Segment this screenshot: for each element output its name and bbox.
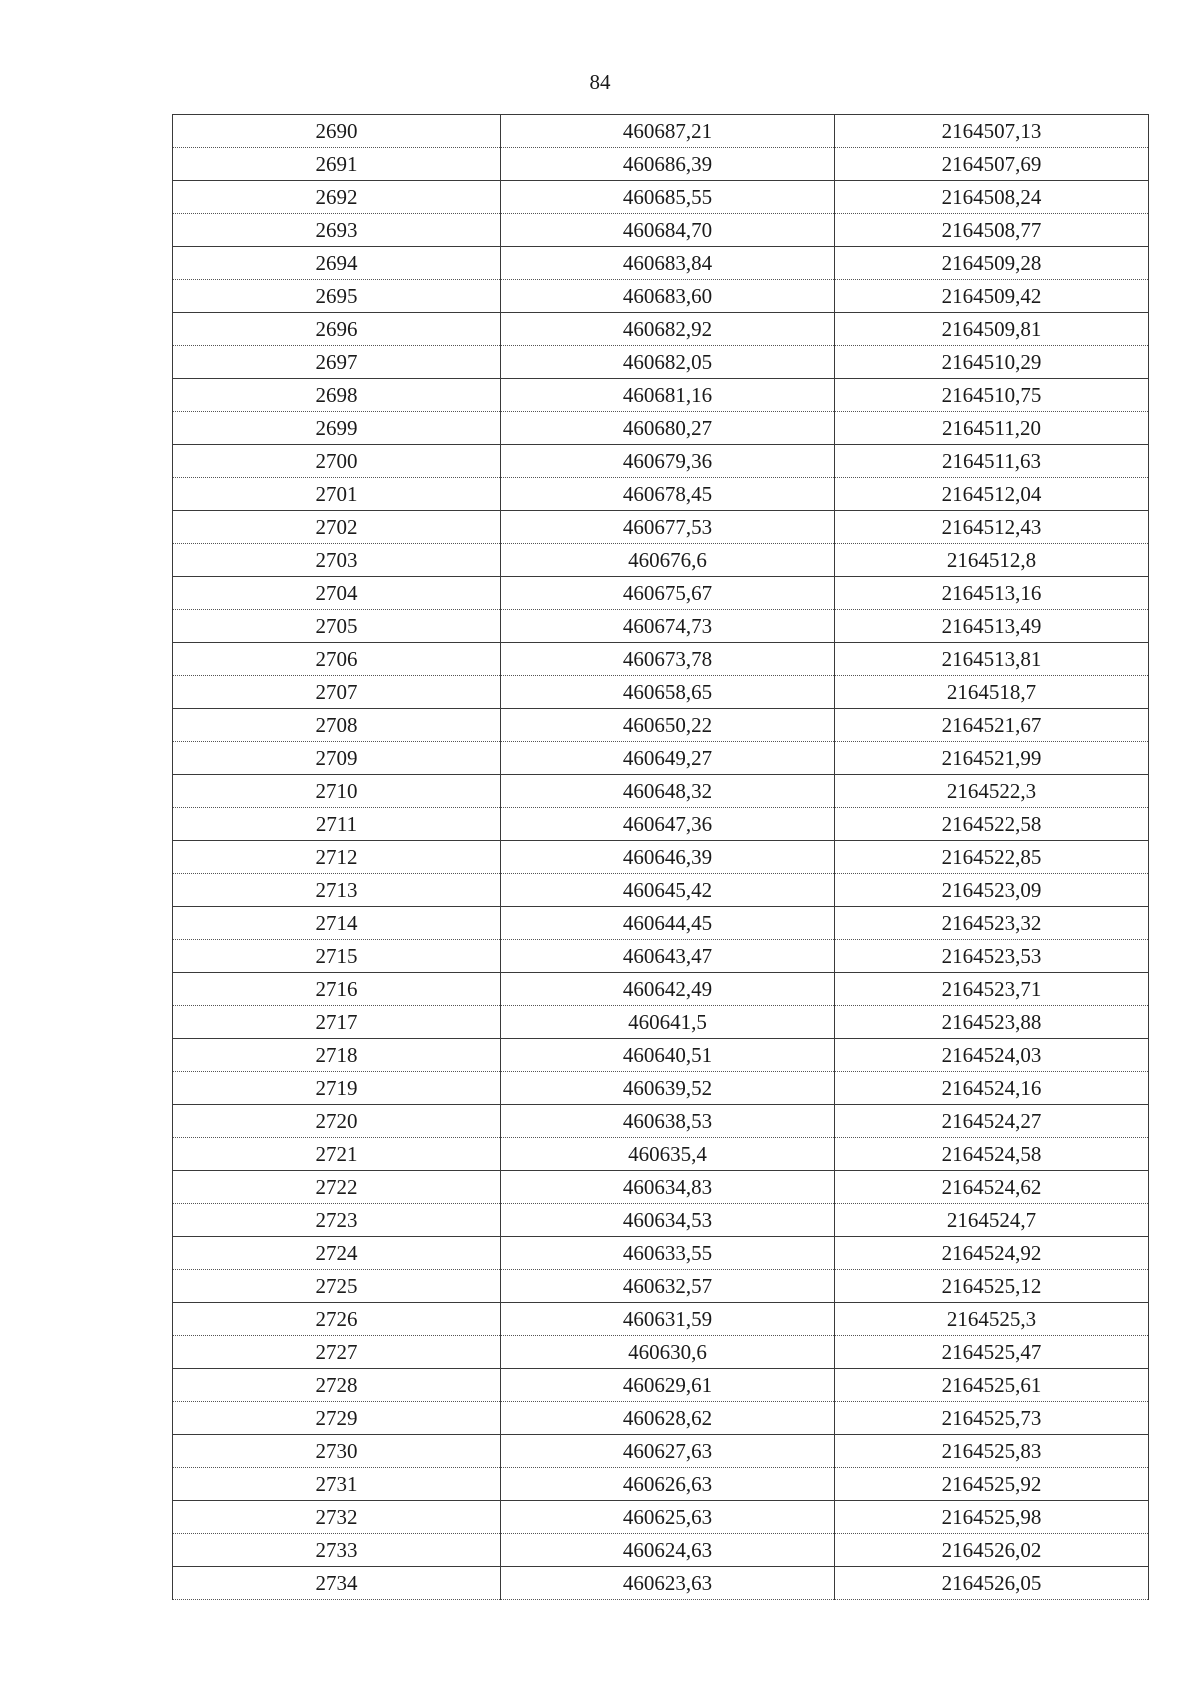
x-coordinate-cell: 460685,55	[501, 181, 835, 214]
x-coordinate-cell: 460635,4	[501, 1138, 835, 1171]
point-number-cell: 2732	[173, 1501, 501, 1534]
x-coordinate-cell: 460634,83	[501, 1171, 835, 1204]
x-coordinate-cell: 460625,63	[501, 1501, 835, 1534]
table-row	[173, 874, 1149, 907]
y-coordinate-cell: 2164522,85	[835, 841, 1149, 874]
point-number-cell: 2733	[173, 1534, 501, 1567]
y-coordinate-cell: 2164509,81	[835, 313, 1149, 346]
x-coordinate-cell: 460684,70	[501, 214, 835, 247]
point-number-cell: 2705	[173, 610, 501, 643]
point-number-cell: 2724	[173, 1237, 501, 1270]
x-coordinate-cell: 460638,53	[501, 1105, 835, 1138]
table-row	[173, 214, 1149, 247]
point-number-cell: 2722	[173, 1171, 501, 1204]
x-coordinate-cell: 460639,52	[501, 1072, 835, 1105]
table-row	[173, 1138, 1149, 1171]
y-coordinate-cell: 2164512,8	[835, 544, 1149, 577]
y-coordinate-cell: 2164511,63	[835, 445, 1149, 478]
table-row	[173, 610, 1149, 643]
y-coordinate-cell: 2164507,69	[835, 148, 1149, 181]
y-coordinate-cell: 2164525,3	[835, 1303, 1149, 1336]
point-number-cell: 2725	[173, 1270, 501, 1303]
x-coordinate-cell: 460682,92	[501, 313, 835, 346]
x-coordinate-cell: 460678,45	[501, 478, 835, 511]
point-number-cell: 2693	[173, 214, 501, 247]
table-row	[173, 1567, 1149, 1600]
y-coordinate-cell: 2164513,81	[835, 643, 1149, 676]
table-row	[173, 643, 1149, 676]
table-row	[173, 1435, 1149, 1468]
y-coordinate-cell: 2164525,61	[835, 1369, 1149, 1402]
y-coordinate-cell: 2164524,27	[835, 1105, 1149, 1138]
table-row	[173, 1204, 1149, 1237]
x-coordinate-cell: 460674,73	[501, 610, 835, 643]
x-coordinate-cell: 460640,51	[501, 1039, 835, 1072]
y-coordinate-cell: 2164524,62	[835, 1171, 1149, 1204]
point-number-cell: 2721	[173, 1138, 501, 1171]
y-coordinate-cell: 2164508,24	[835, 181, 1149, 214]
y-coordinate-cell: 2164507,13	[835, 115, 1149, 148]
table-row	[173, 1534, 1149, 1567]
x-coordinate-cell: 460673,78	[501, 643, 835, 676]
page-number: 84	[589, 70, 611, 94]
x-coordinate-cell: 460683,60	[501, 280, 835, 313]
table-row	[173, 1468, 1149, 1501]
table-row	[173, 280, 1149, 313]
x-coordinate-cell: 460681,16	[501, 379, 835, 412]
y-coordinate-cell: 2164513,49	[835, 610, 1149, 643]
x-coordinate-cell: 460642,49	[501, 973, 835, 1006]
y-coordinate-cell: 2164523,09	[835, 874, 1149, 907]
point-number-cell: 2731	[173, 1468, 501, 1501]
point-number-cell: 2718	[173, 1039, 501, 1072]
x-coordinate-cell: 460646,39	[501, 841, 835, 874]
y-coordinate-cell: 2164521,67	[835, 709, 1149, 742]
point-number-cell: 2719	[173, 1072, 501, 1105]
point-number-cell: 2694	[173, 247, 501, 280]
table-row	[173, 247, 1149, 280]
table-row	[173, 973, 1149, 1006]
point-number-cell: 2702	[173, 511, 501, 544]
table-row	[173, 544, 1149, 577]
point-number-cell: 2710	[173, 775, 501, 808]
y-coordinate-cell: 2164522,58	[835, 808, 1149, 841]
point-number-cell: 2695	[173, 280, 501, 313]
x-coordinate-cell: 460627,63	[501, 1435, 835, 1468]
table-row	[173, 841, 1149, 874]
table-row	[173, 1006, 1149, 1039]
point-number-cell: 2711	[173, 808, 501, 841]
x-coordinate-cell: 460624,63	[501, 1534, 835, 1567]
x-coordinate-cell: 460631,59	[501, 1303, 835, 1336]
y-coordinate-cell: 2164525,98	[835, 1501, 1149, 1534]
y-coordinate-cell: 2164510,29	[835, 346, 1149, 379]
y-coordinate-cell: 2164509,42	[835, 280, 1149, 313]
point-number-cell: 2703	[173, 544, 501, 577]
table-row	[173, 379, 1149, 412]
table-row	[173, 1501, 1149, 1534]
x-coordinate-cell: 460677,53	[501, 511, 835, 544]
point-number-cell: 2706	[173, 643, 501, 676]
y-coordinate-cell: 2164512,43	[835, 511, 1149, 544]
table-row	[173, 742, 1149, 775]
x-coordinate-cell: 460686,39	[501, 148, 835, 181]
x-coordinate-cell: 460676,6	[501, 544, 835, 577]
point-number-cell: 2723	[173, 1204, 501, 1237]
y-coordinate-cell: 2164526,02	[835, 1534, 1149, 1567]
y-coordinate-cell: 2164525,73	[835, 1402, 1149, 1435]
x-coordinate-cell: 460632,57	[501, 1270, 835, 1303]
x-coordinate-cell: 460687,21	[501, 115, 835, 148]
y-coordinate-cell: 2164521,99	[835, 742, 1149, 775]
y-coordinate-cell: 2164508,77	[835, 214, 1149, 247]
y-coordinate-cell: 2164522,3	[835, 775, 1149, 808]
table-row	[173, 313, 1149, 346]
point-number-cell: 2704	[173, 577, 501, 610]
y-coordinate-cell: 2164523,32	[835, 907, 1149, 940]
x-coordinate-cell: 460650,22	[501, 709, 835, 742]
point-number-cell: 2696	[173, 313, 501, 346]
y-coordinate-cell: 2164525,47	[835, 1336, 1149, 1369]
point-number-cell: 2720	[173, 1105, 501, 1138]
point-number-cell: 2713	[173, 874, 501, 907]
point-number-cell: 2717	[173, 1006, 501, 1039]
x-coordinate-cell: 460658,65	[501, 676, 835, 709]
y-coordinate-cell: 2164524,03	[835, 1039, 1149, 1072]
table-row	[173, 1402, 1149, 1435]
x-coordinate-cell: 460634,53	[501, 1204, 835, 1237]
point-number-cell: 2730	[173, 1435, 501, 1468]
table-row	[173, 1270, 1149, 1303]
table-row	[173, 1171, 1149, 1204]
point-number-cell: 2728	[173, 1369, 501, 1402]
x-coordinate-cell: 460626,63	[501, 1468, 835, 1501]
table-row	[173, 1039, 1149, 1072]
x-coordinate-cell: 460629,61	[501, 1369, 835, 1402]
table-row	[173, 808, 1149, 841]
table-row	[173, 346, 1149, 379]
point-number-cell: 2701	[173, 478, 501, 511]
y-coordinate-cell: 2164524,7	[835, 1204, 1149, 1237]
point-number-cell: 2715	[173, 940, 501, 973]
table-row	[173, 709, 1149, 742]
y-coordinate-cell: 2164518,7	[835, 676, 1149, 709]
x-coordinate-cell: 460648,32	[501, 775, 835, 808]
table-row	[173, 775, 1149, 808]
table-row	[173, 1105, 1149, 1138]
coordinates-table-body	[173, 115, 1149, 1600]
point-number-cell: 2714	[173, 907, 501, 940]
table-row	[173, 1072, 1149, 1105]
y-coordinate-cell: 2164510,75	[835, 379, 1149, 412]
x-coordinate-cell: 460630,6	[501, 1336, 835, 1369]
table-row	[173, 1303, 1149, 1336]
x-coordinate-cell: 460644,45	[501, 907, 835, 940]
table-row	[173, 940, 1149, 973]
x-coordinate-cell: 460641,5	[501, 1006, 835, 1039]
x-coordinate-cell: 460645,42	[501, 874, 835, 907]
table-row	[173, 907, 1149, 940]
y-coordinate-cell: 2164523,53	[835, 940, 1149, 973]
table-row	[173, 1336, 1149, 1369]
table-row	[173, 577, 1149, 610]
x-coordinate-cell: 460633,55	[501, 1237, 835, 1270]
x-coordinate-cell: 460680,27	[501, 412, 835, 445]
point-number-cell: 2729	[173, 1402, 501, 1435]
x-coordinate-cell: 460623,63	[501, 1567, 835, 1600]
y-coordinate-cell: 2164525,92	[835, 1468, 1149, 1501]
point-number-cell: 2734	[173, 1567, 501, 1600]
y-coordinate-cell: 2164524,92	[835, 1237, 1149, 1270]
point-number-cell: 2697	[173, 346, 501, 379]
y-coordinate-cell: 2164524,16	[835, 1072, 1149, 1105]
coordinates-table	[172, 114, 1149, 1600]
y-coordinate-cell: 2164523,88	[835, 1006, 1149, 1039]
point-number-cell: 2727	[173, 1336, 501, 1369]
y-coordinate-cell: 2164509,28	[835, 247, 1149, 280]
x-coordinate-cell: 460647,36	[501, 808, 835, 841]
x-coordinate-cell: 460679,36	[501, 445, 835, 478]
x-coordinate-cell: 460675,67	[501, 577, 835, 610]
table-row	[173, 676, 1149, 709]
point-number-cell: 2698	[173, 379, 501, 412]
y-coordinate-cell: 2164524,58	[835, 1138, 1149, 1171]
point-number-cell: 2716	[173, 973, 501, 1006]
table-row	[173, 148, 1149, 181]
point-number-cell: 2690	[173, 115, 501, 148]
x-coordinate-cell: 460682,05	[501, 346, 835, 379]
x-coordinate-cell: 460643,47	[501, 940, 835, 973]
point-number-cell: 2692	[173, 181, 501, 214]
table-row	[173, 412, 1149, 445]
table-row	[173, 1237, 1149, 1270]
table-row	[173, 478, 1149, 511]
y-coordinate-cell: 2164512,04	[835, 478, 1149, 511]
y-coordinate-cell: 2164511,20	[835, 412, 1149, 445]
point-number-cell: 2691	[173, 148, 501, 181]
point-number-cell: 2726	[173, 1303, 501, 1336]
point-number-cell: 2712	[173, 841, 501, 874]
y-coordinate-cell: 2164526,05	[835, 1567, 1149, 1600]
y-coordinate-cell: 2164513,16	[835, 577, 1149, 610]
point-number-cell: 2699	[173, 412, 501, 445]
point-number-cell: 2709	[173, 742, 501, 775]
point-number-cell: 2708	[173, 709, 501, 742]
table-row	[173, 115, 1149, 148]
x-coordinate-cell: 460683,84	[501, 247, 835, 280]
y-coordinate-cell: 2164525,12	[835, 1270, 1149, 1303]
table-row	[173, 181, 1149, 214]
table-row	[173, 445, 1149, 478]
table-row	[173, 1369, 1149, 1402]
y-coordinate-cell: 2164523,71	[835, 973, 1149, 1006]
point-number-cell: 2707	[173, 676, 501, 709]
point-number-cell: 2700	[173, 445, 501, 478]
table-row	[173, 511, 1149, 544]
x-coordinate-cell: 460628,62	[501, 1402, 835, 1435]
y-coordinate-cell: 2164525,83	[835, 1435, 1149, 1468]
x-coordinate-cell: 460649,27	[501, 742, 835, 775]
